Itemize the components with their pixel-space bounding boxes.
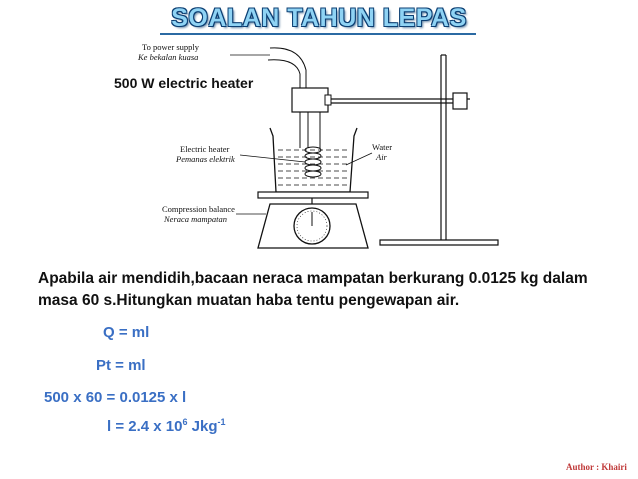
slide-title: SOALAN TAHUN LEPAS — [171, 4, 467, 32]
question-text: Apabila air mendidih,bacaan neraca mampatan berkurang 0.0125 kg dalam masa 60 s.Hitungkan muatan haba tentu pengewapan air. — [38, 270, 588, 309]
clamp-knob — [325, 95, 331, 105]
heater-coil — [305, 147, 321, 177]
equation-line-2: Pt = ml — [96, 357, 146, 374]
eq4-base: l = 2.4 x 10 — [107, 418, 183, 435]
equation-line-4 — [107, 417, 226, 435]
balance-label: Compression balance — [162, 204, 235, 214]
water-label: Water — [372, 142, 393, 152]
balance-pan — [258, 192, 368, 198]
heater-clamp — [292, 88, 328, 112]
water-label-ms: Air — [376, 152, 387, 162]
equation-line-3: 500 x 60 = 0.0125 x l — [44, 389, 187, 406]
eq4-unit: Jkg — [187, 418, 218, 435]
power-supply-label-ms: Ke bekalan kuasa — [138, 52, 199, 62]
equation-line-1: Q = ml — [103, 324, 150, 341]
stand-base — [380, 240, 498, 245]
apparatus-diagram — [0, 36, 638, 262]
stand-boss — [453, 93, 467, 109]
power-supply-label: To power supply — [142, 42, 200, 52]
eq4-unit-exponent: -1 — [217, 417, 226, 427]
eq4-exponent: 6 — [182, 417, 188, 427]
electric-heater-label-ms: Pemanas elektrik — [176, 154, 235, 164]
power-cable — [270, 48, 306, 88]
title-underline — [160, 33, 476, 35]
author-credit: Author : Khairi — [566, 462, 627, 472]
balance-label-ms: Neraca mampatan — [164, 214, 228, 224]
power-cable-2 — [268, 60, 300, 88]
heater-power-label: 500 W electric heater — [114, 75, 254, 91]
electric-heater-label: Electric heater — [180, 144, 230, 154]
water-lines — [278, 150, 350, 185]
